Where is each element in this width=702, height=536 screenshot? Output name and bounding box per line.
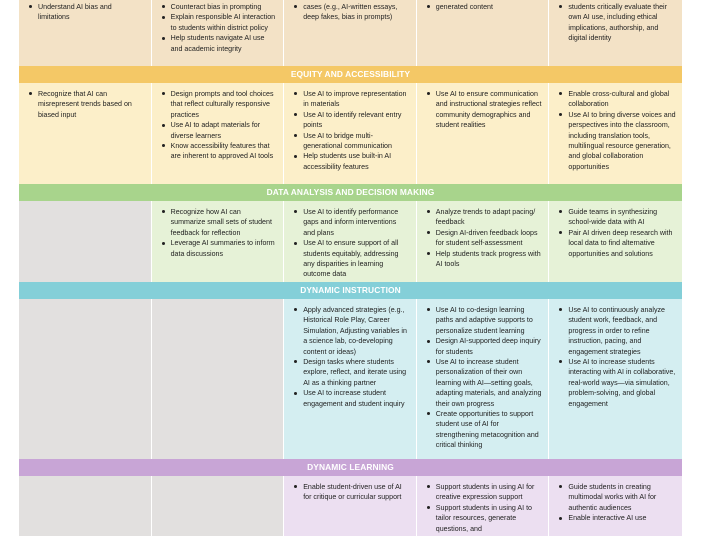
bullet-item: Leverage AI summaries to inform data discussions xyxy=(171,238,278,259)
top-cell xyxy=(152,0,285,66)
bullet-item: Use AI to ensure communication and instructional strategies reflect community demographics and student realities xyxy=(435,90,542,130)
bullet-item: Enable interactive AI use xyxy=(568,513,676,523)
bullet-item: Analyze trends to adapt pacing/ feedback xyxy=(436,207,543,228)
bullet-item: Use AI to identify relevant entry points xyxy=(303,110,410,131)
section-band-dynamic-learning: DYNAMIC LEARNING xyxy=(19,459,682,476)
bullet-list xyxy=(290,482,410,503)
bullet-item: Help students track progress with AI tools xyxy=(435,249,541,269)
bullet-item: Use AI to improve representation in materials xyxy=(303,89,410,110)
section-row-equity xyxy=(19,83,682,184)
bullet-item: Help students use built-in AI accessibility features xyxy=(303,151,410,172)
bullet-list xyxy=(555,2,676,44)
matrix-cell xyxy=(19,299,152,459)
matrix-cell xyxy=(549,201,682,282)
bullet-list xyxy=(158,89,278,162)
top-cell xyxy=(549,0,682,66)
bullet-item: generated content xyxy=(436,2,543,12)
bullet-item: Help students navigate AI use and academic integrity xyxy=(171,33,278,54)
bullet-item: Explain responsible AI interaction to students within district policy xyxy=(171,12,278,33)
matrix-cell xyxy=(19,83,152,184)
competency-matrix xyxy=(19,0,682,536)
top-cell xyxy=(284,0,417,66)
matrix-cell xyxy=(152,476,285,536)
matrix-cell xyxy=(152,299,285,459)
bullet-item: Use AI to adapt materials for diverse learners xyxy=(171,120,278,141)
bullet-item: Counteract bias in prompting xyxy=(171,2,278,12)
matrix-cell xyxy=(152,201,285,282)
matrix-cell xyxy=(284,201,417,282)
section-band-dynamic-instruction: DYNAMIC INSTRUCTION xyxy=(19,282,682,299)
matrix-cell xyxy=(417,201,550,282)
bullet-list xyxy=(290,207,410,280)
matrix-cell xyxy=(19,476,152,536)
bullet-list xyxy=(555,207,676,259)
bullet-list xyxy=(158,2,278,54)
bullet-item: Understand AI bias and limitations xyxy=(38,2,145,23)
top-cell xyxy=(417,0,550,66)
matrix-cell xyxy=(549,299,682,459)
matrix-cell xyxy=(417,299,550,459)
bullet-list xyxy=(290,2,410,23)
bullet-item: Apply advanced strategies (e.g., Historical Role Play, Career Simulation, Adjusting variables in a science lab, co-developing content or ideas) xyxy=(303,305,410,357)
section-row-dynamic-learning xyxy=(19,476,682,536)
section-row-data-analysis xyxy=(19,201,682,282)
matrix-cell xyxy=(549,83,682,184)
bullet-item: Design AI-driven feedback loops for student self-assessment xyxy=(436,228,543,249)
bullet-item: Use AI to increase student personalization of their own learning with AI—setting goals, adapting materials, and analyzing their own progress xyxy=(435,358,542,408)
bullet-item: Use AI to co-design learning paths and adaptive supports to personalize student learning xyxy=(436,305,543,336)
bullet-list xyxy=(25,2,145,23)
bullet-item: Design tasks where students explore, reflect, and iterate using AI as a thinking partner xyxy=(303,357,410,388)
section-row-dynamic-instruction xyxy=(19,299,682,459)
bullet-item: Guide teams in synthesizing school-wide data with AI xyxy=(568,207,676,228)
bullet-item: Guide students in creating multimodal works with AI for authentic audiences xyxy=(568,482,676,513)
bullet-item: Design prompts and tool choices that reflect culturally responsive practices xyxy=(171,89,278,120)
matrix-cell xyxy=(417,83,550,184)
bullet-item: Use AI to increase students interacting with AI in collaborative, real-world ways—via simulation, problem-solving, and global engagement xyxy=(568,358,676,408)
matrix-cell xyxy=(284,299,417,459)
matrix-cell xyxy=(417,476,550,536)
bullet-item: Support students in using AI for creative expression support xyxy=(436,482,543,503)
bullet-list xyxy=(423,2,543,12)
matrix-cell xyxy=(284,476,417,536)
bullet-list xyxy=(290,305,410,409)
bullet-item: Use AI to bring diverse voices and perspectives into the classroom, including translation tools, multilingual resource generation, and global collaboration opportunities xyxy=(568,110,676,171)
bullet-item: Create opportunities to support student use of AI for strengthening metacognition and critical thinking xyxy=(436,409,543,451)
bullet-item: students critically evaluate their own AI use, including ethical implications, authorship, and digital identity xyxy=(568,2,676,44)
matrix-cell xyxy=(19,201,152,282)
bullet-item: Use AI to ensure support of all students equitably, addressing any disparities in learning outcome data xyxy=(303,238,410,280)
bullet-item: Recognize how AI can summarize small sets of student feedback for reflection xyxy=(171,207,278,238)
matrix-cell xyxy=(284,83,417,184)
section-band-data-analysis: DATA ANALYSIS AND DECISION MAKING xyxy=(19,184,682,201)
bullet-item: Recognize that AI can misrepresent trends based on biased input xyxy=(38,89,145,120)
bullet-list xyxy=(290,89,410,172)
bullet-list xyxy=(158,207,278,259)
bullet-item: Pair AI driven deep research with local data to find alternative opportunities and solutions xyxy=(568,228,676,259)
bullet-list xyxy=(423,207,543,269)
bullet-item: Know accessibility features that are inherent to approved AI tools xyxy=(171,141,278,162)
matrix-cell xyxy=(549,476,682,536)
bullet-item: Design AI-supported deep inquiry for students xyxy=(435,337,541,356)
bullet-list xyxy=(555,482,676,524)
bullet-list xyxy=(423,89,543,131)
bullet-item: Use AI to bridge multi-generational communication xyxy=(303,131,410,152)
bullet-list xyxy=(423,482,543,534)
bullet-list xyxy=(423,305,543,451)
bullet-list xyxy=(555,305,676,409)
top-partial-row xyxy=(19,0,682,66)
bullet-item: Enable student-driven use of AI for critique or curricular support xyxy=(303,482,410,503)
bullet-item: Use AI to increase student engagement and student inquiry xyxy=(303,388,410,409)
matrix-cell xyxy=(152,83,285,184)
bullet-list xyxy=(555,89,676,172)
bullet-list xyxy=(25,89,145,120)
bullet-item: Use AI to continuously analyze student work, feedback, and progress in order to refine instruction, pacing, and engagement strategies xyxy=(568,305,676,357)
bullet-item: cases (e.g., AI-written essays, deep fakes, bias in prompts) xyxy=(303,2,410,23)
bullet-item: Enable cross-cultural and global collaboration xyxy=(568,89,676,110)
top-cell xyxy=(19,0,152,66)
bullet-item: Support students in using AI to tailor resources, generate questions, and xyxy=(436,503,543,534)
section-band-equity: EQUITY AND ACCESSIBILITY xyxy=(19,66,682,83)
bullet-item: Use AI to identify performance gaps and inform interventions and plans xyxy=(303,207,410,238)
